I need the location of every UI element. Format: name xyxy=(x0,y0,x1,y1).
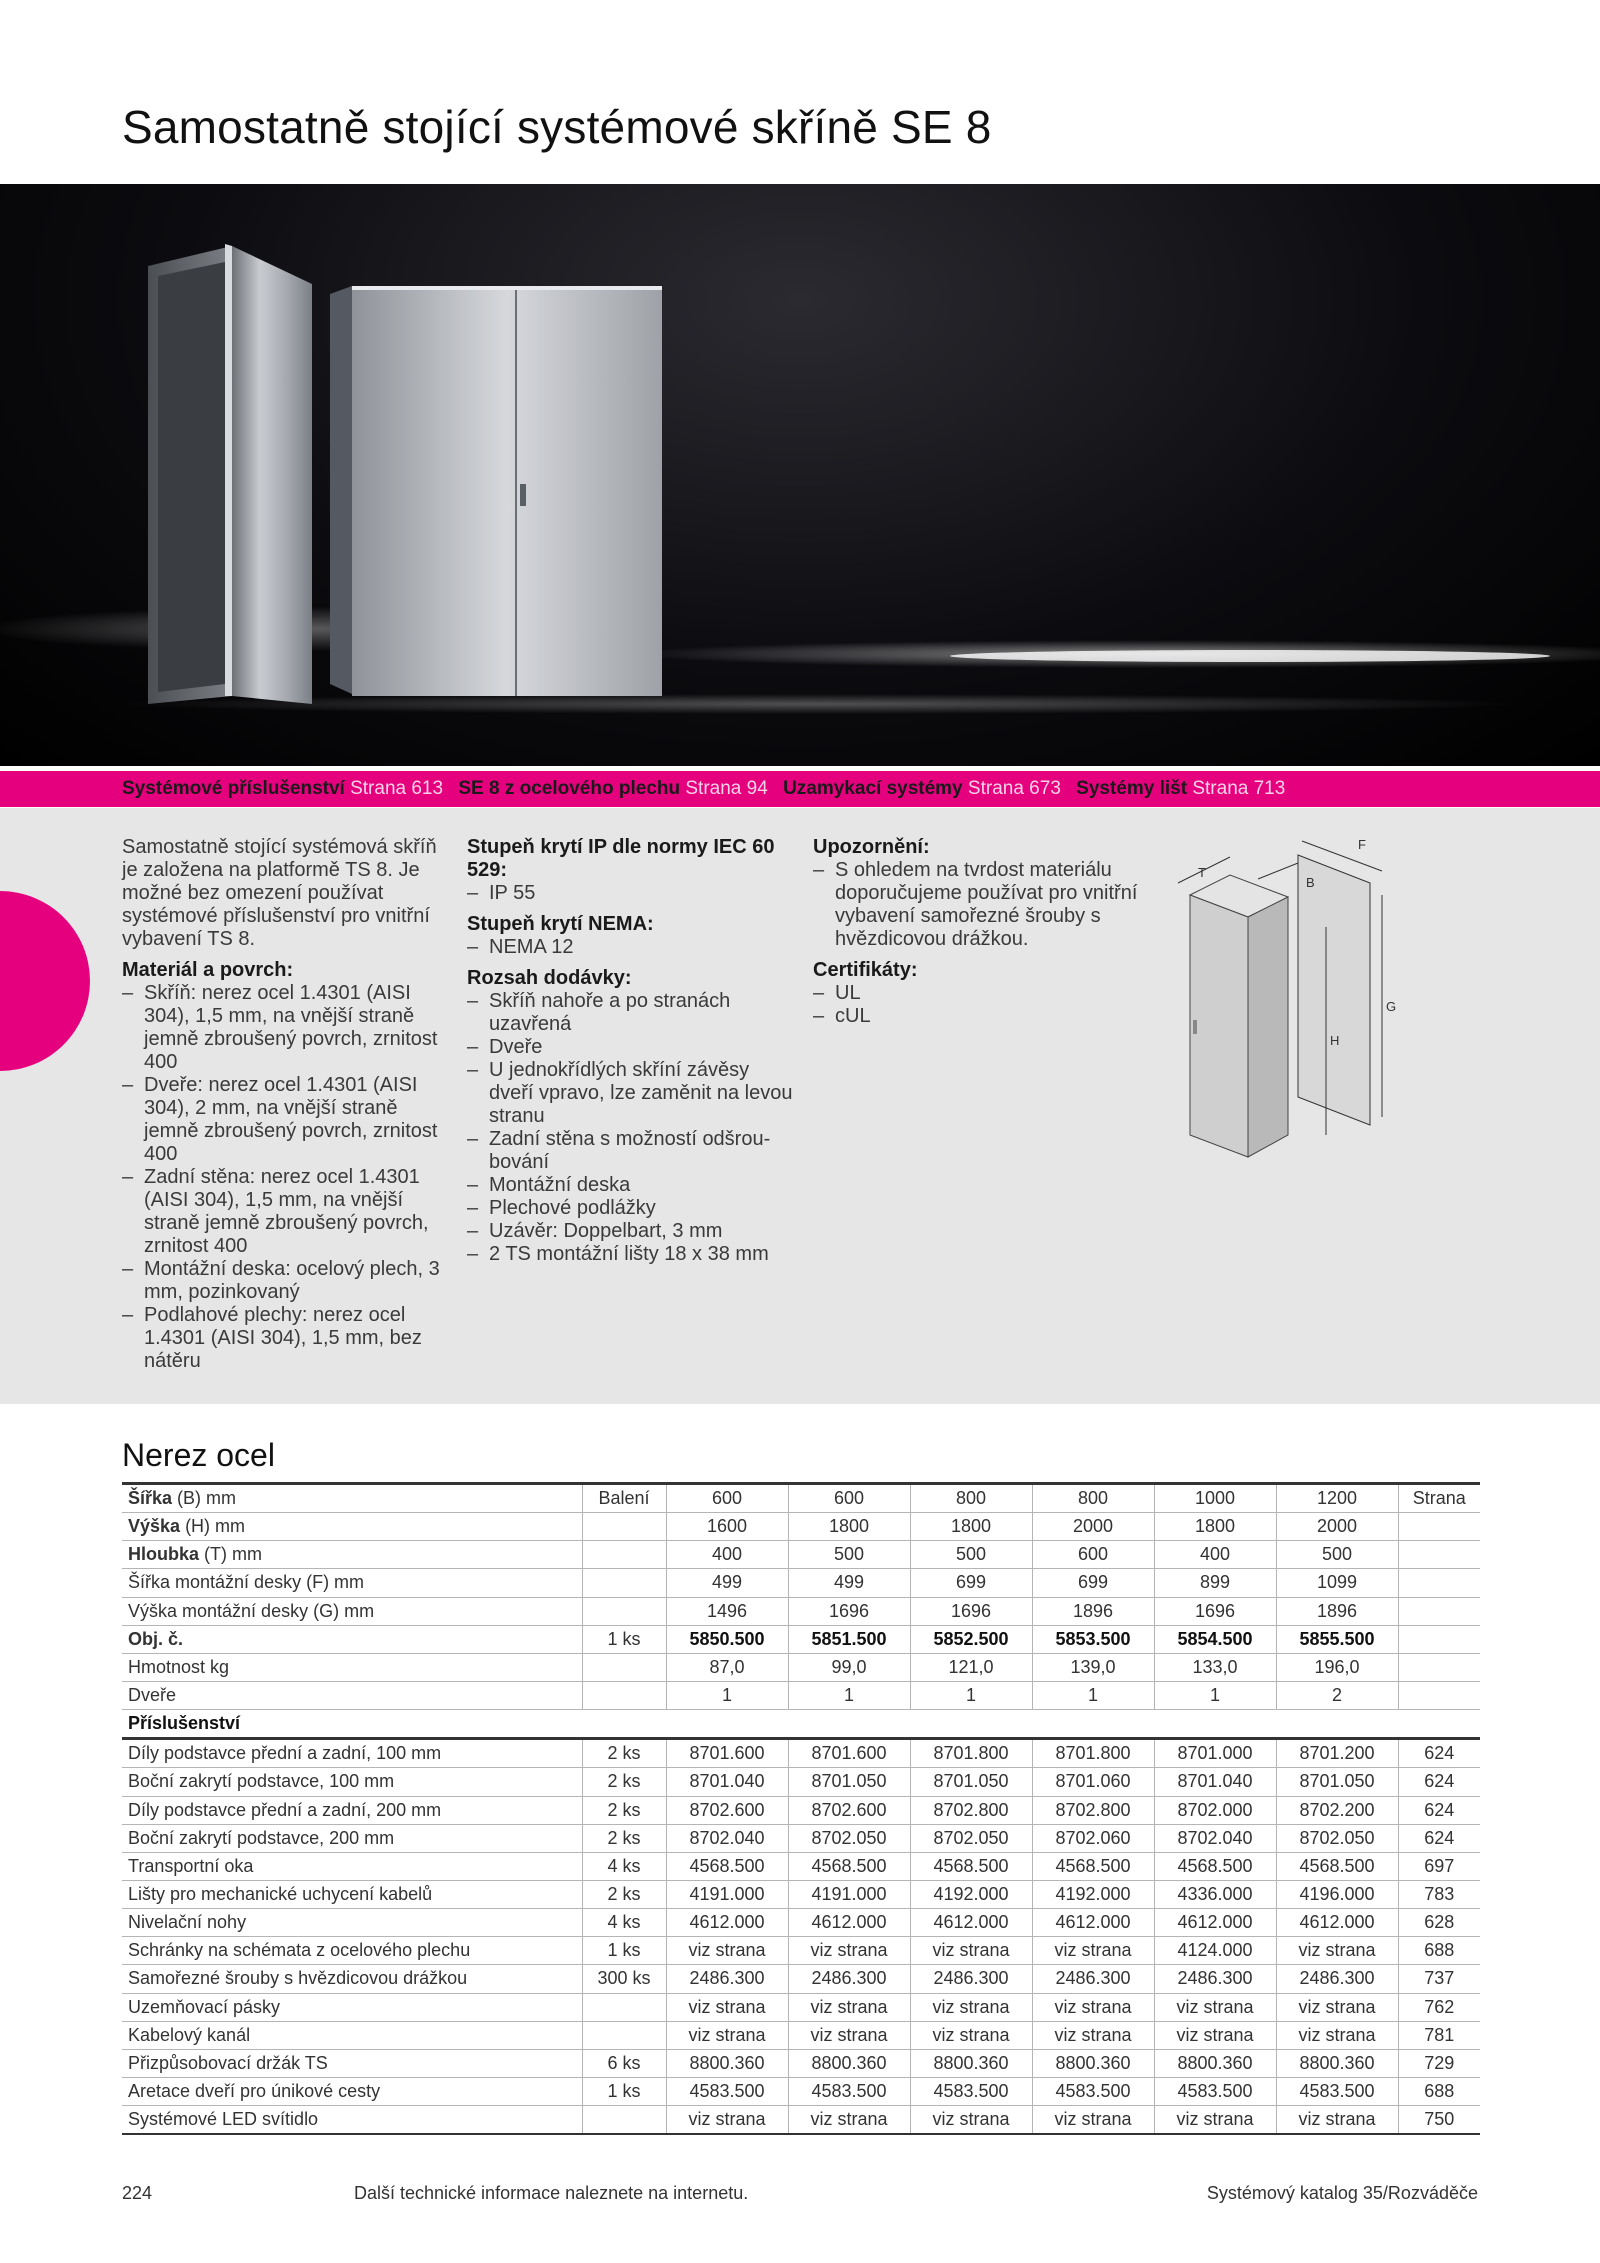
ref-link-label[interactable]: Uzamykací systémy xyxy=(783,778,963,799)
value-cell: 5855.500 xyxy=(1276,1625,1398,1653)
value-cell: 139,0 xyxy=(1032,1653,1154,1681)
list-item: – Montážní deska xyxy=(467,1174,797,1197)
value-cell: viz strana xyxy=(910,1993,1032,2021)
list-item: – NEMA 12 xyxy=(467,936,797,959)
page-cell xyxy=(1398,1513,1480,1541)
value-cell: viz strana xyxy=(1276,2021,1398,2049)
pack-cell xyxy=(582,2106,666,2135)
value-cell: 8800.360 xyxy=(666,2049,788,2077)
value-cell: 5852.500 xyxy=(910,1625,1032,1653)
value-cell: 8701.200 xyxy=(1276,1739,1398,1768)
value-cell: 5854.500 xyxy=(1154,1625,1276,1653)
value-cell: 121,0 xyxy=(910,1653,1032,1681)
accessories-heading: Příslušenství xyxy=(122,1710,1480,1739)
value-cell: 4612.000 xyxy=(1276,1909,1398,1937)
accessory-label: Systémové LED svítidlo xyxy=(122,2106,582,2135)
nema-heading: Stupeň krytí NEMA: xyxy=(467,913,654,935)
product-table xyxy=(122,1482,1480,2135)
accessory-label: Díly podstavce přední a zadní, 200 mm xyxy=(122,1796,582,1824)
page-cell: 688 xyxy=(1398,2077,1480,2105)
section-title: Nerez ocel xyxy=(122,1437,275,1473)
value-cell: 1 xyxy=(666,1681,788,1709)
value-cell: 699 xyxy=(1032,1569,1154,1597)
value-cell: 1 xyxy=(1032,1681,1154,1709)
height-label: H xyxy=(1330,1033,1340,1048)
row-label xyxy=(122,1569,582,1597)
list-item: – Dveře xyxy=(467,1036,797,1059)
value-cell: 8800.360 xyxy=(1154,2049,1276,2077)
value-cell: 8702.800 xyxy=(910,1796,1032,1824)
list-item: – UL xyxy=(813,982,1143,1005)
value-cell: viz strana xyxy=(1154,2106,1276,2135)
ref-page: Strana 94 xyxy=(685,778,768,799)
page-cell: 624 xyxy=(1398,1739,1480,1768)
value-cell: 2486.300 xyxy=(788,1965,910,1993)
value-cell: 4583.500 xyxy=(788,2077,910,2105)
row-label xyxy=(122,1653,582,1681)
value-cell: 4192.000 xyxy=(1032,1880,1154,1908)
value-cell: 8701.040 xyxy=(1154,1768,1276,1796)
value-cell: 1696 xyxy=(1154,1597,1276,1625)
value-cell: viz strana xyxy=(910,1937,1032,1965)
row-label-text: (B) mm xyxy=(172,1488,237,1509)
page-number: 224 xyxy=(122,2183,153,2203)
ref-link-label[interactable]: SE 8 z ocelového plechu xyxy=(458,778,681,799)
accessory-row xyxy=(122,1880,1480,1908)
accessory-label: Transportní oka xyxy=(122,1852,582,1880)
description-column-3 xyxy=(813,836,1143,1036)
page-cell: 628 xyxy=(1398,1909,1480,1937)
pack-cell: 2 ks xyxy=(582,1796,666,1824)
value-cell: viz strana xyxy=(1032,1937,1154,1965)
page-cell: 783 xyxy=(1398,1880,1480,1908)
value-cell: 500 xyxy=(910,1541,1032,1569)
value-cell: 4568.500 xyxy=(1032,1852,1154,1880)
accessory-label: Kabelový kanál xyxy=(122,2021,582,2049)
value-cell: 8702.800 xyxy=(1032,1796,1154,1824)
value-cell: 4124.000 xyxy=(1154,1937,1276,1965)
row-label-bold: Výška xyxy=(128,1516,181,1537)
value-cell: 4568.500 xyxy=(1276,1852,1398,1880)
row-label xyxy=(122,1681,582,1709)
value-cell: viz strana xyxy=(666,2021,788,2049)
accessory-label: Schránky na schémata z ocelového plechu xyxy=(122,1937,582,1965)
value-cell: 4583.500 xyxy=(1276,2077,1398,2105)
pack-cell: 1 ks xyxy=(582,1937,666,1965)
ref-link-label[interactable]: Systémové příslušenství xyxy=(122,778,345,799)
pack-cell: 2 ks xyxy=(582,1880,666,1908)
accessories-heading-row xyxy=(122,1710,1480,1739)
pack-cell xyxy=(582,1681,666,1709)
value-cell: 600 xyxy=(1032,1541,1154,1569)
value-cell: 4192.000 xyxy=(910,1880,1032,1908)
value-cell: 500 xyxy=(1276,1541,1398,1569)
value-cell: 1099 xyxy=(1276,1569,1398,1597)
page-cell: 729 xyxy=(1398,2049,1480,2077)
value-cell: 4583.500 xyxy=(1032,2077,1154,2105)
value-cell: 8800.360 xyxy=(910,2049,1032,2077)
pack-cell: 1 ks xyxy=(582,1625,666,1653)
value-cell: 8702.060 xyxy=(1032,1824,1154,1852)
value-cell: 500 xyxy=(788,1541,910,1569)
value-cell: 5850.500 xyxy=(666,1625,788,1653)
value-cell: 899 xyxy=(1154,1569,1276,1597)
pack-cell xyxy=(582,2021,666,2049)
value-cell: viz strana xyxy=(1032,1993,1154,2021)
value-cell: 1 xyxy=(788,1681,910,1709)
description-column-1 xyxy=(122,836,452,1381)
page-cell: 624 xyxy=(1398,1796,1480,1824)
value-cell: 196,0 xyxy=(1276,1653,1398,1681)
value-cell: 4583.500 xyxy=(666,2077,788,2105)
value-cell: viz strana xyxy=(788,1993,910,2021)
spec-row xyxy=(122,1681,1480,1709)
spec-row xyxy=(122,1513,1480,1541)
value-cell: 2000 xyxy=(1032,1513,1154,1541)
value-cell: 1800 xyxy=(1154,1513,1276,1541)
value-cell: 800 xyxy=(910,1484,1032,1513)
description-column-2 xyxy=(467,836,797,1274)
ip-heading: Stupeň krytí IP dle normy IEC 60 529: xyxy=(467,836,775,881)
value-cell: 4196.000 xyxy=(1276,1880,1398,1908)
page-cell: 624 xyxy=(1398,1824,1480,1852)
pack-cell xyxy=(582,1597,666,1625)
spec-row xyxy=(122,1484,1480,1513)
value-cell: viz strana xyxy=(666,1937,788,1965)
value-cell: 8702.000 xyxy=(1154,1796,1276,1824)
pack-cell: Balení xyxy=(582,1484,666,1513)
value-cell: 4568.500 xyxy=(1154,1852,1276,1880)
pack-cell xyxy=(582,1569,666,1597)
row-label xyxy=(122,1513,582,1541)
page-cell: 624 xyxy=(1398,1768,1480,1796)
value-cell: 8701.600 xyxy=(788,1739,910,1768)
accessory-label: Aretace dveří pro únikové cesty xyxy=(122,2077,582,2105)
ref-link-label[interactable]: Systémy lišt xyxy=(1076,778,1188,799)
pack-cell: 300 ks xyxy=(582,1965,666,1993)
page-cell: 697 xyxy=(1398,1852,1480,1880)
page-cell: 762 xyxy=(1398,1993,1480,2021)
value-cell: viz strana xyxy=(910,2106,1032,2135)
intro-text: Samostatně stojící systémová skříň je založena na platformě TS 8. Je možné bez omezení používat systémové příslušenství pro vnitřní vybavení TS 8. xyxy=(122,836,437,950)
value-cell: 1 xyxy=(1154,1681,1276,1709)
product-photo xyxy=(0,184,1600,766)
ref-page: Strana 713 xyxy=(1192,778,1286,799)
value-cell: 8701.000 xyxy=(1154,1739,1276,1768)
value-cell: 4568.500 xyxy=(666,1852,788,1880)
accessory-row xyxy=(122,1993,1480,2021)
depth-label: T xyxy=(1198,865,1206,880)
row-label-bold: Šířka xyxy=(128,1488,173,1509)
accessory-label: Přizpůsobovací držák TS xyxy=(122,2049,582,2077)
value-cell: 1696 xyxy=(910,1597,1032,1625)
row-label xyxy=(122,1597,582,1625)
value-cell: 8702.200 xyxy=(1276,1796,1398,1824)
accessory-row xyxy=(122,2049,1480,2077)
value-cell: 1200 xyxy=(1276,1484,1398,1513)
value-cell: 1800 xyxy=(910,1513,1032,1541)
pack-cell xyxy=(582,1541,666,1569)
value-cell: 8701.050 xyxy=(788,1768,910,1796)
accessory-label: Boční zakrytí podstavce, 200 mm xyxy=(122,1824,582,1852)
accessory-row xyxy=(122,1768,1480,1796)
list-item: – IP 55 xyxy=(467,882,797,905)
value-cell: 8702.040 xyxy=(666,1824,788,1852)
footer-note: Další technické informace naleznete na internetu. xyxy=(354,2183,749,2203)
value-cell: 1896 xyxy=(1276,1597,1398,1625)
value-cell: 4612.000 xyxy=(788,1909,910,1937)
value-cell: viz strana xyxy=(666,2106,788,2135)
accessory-row xyxy=(122,1739,1480,1768)
value-cell: viz strana xyxy=(910,2021,1032,2049)
accessory-row xyxy=(122,1965,1480,1993)
accessory-row xyxy=(122,1824,1480,1852)
value-cell: 2486.300 xyxy=(910,1965,1032,1993)
value-cell: viz strana xyxy=(1154,2021,1276,2049)
value-cell: 133,0 xyxy=(1154,1653,1276,1681)
value-cell: 4583.500 xyxy=(1154,2077,1276,2105)
value-cell: viz strana xyxy=(1276,1993,1398,2021)
list-item: – Plechové podlážky xyxy=(467,1197,797,1220)
list-item: – 2 TS montážní lišty 18 x 38 mm xyxy=(467,1243,797,1266)
value-cell: 8701.050 xyxy=(1276,1768,1398,1796)
value-cell: 8702.050 xyxy=(910,1824,1032,1852)
accessory-row xyxy=(122,1852,1480,1880)
value-cell: 4612.000 xyxy=(910,1909,1032,1937)
value-cell: 8702.600 xyxy=(788,1796,910,1824)
value-cell: 499 xyxy=(666,1569,788,1597)
value-cell: 4612.000 xyxy=(1032,1909,1154,1937)
value-cell: 4336.000 xyxy=(1154,1880,1276,1908)
value-cell: 4191.000 xyxy=(788,1880,910,1908)
pack-cell xyxy=(582,1653,666,1681)
list-item: – S ohledem na tvrdost materiálu doporučujeme používat pro vnitřní vybavení samořezné šrouby s hvězdicovou drážkou. xyxy=(813,859,1143,951)
accessory-row xyxy=(122,2077,1480,2105)
value-cell: 1496 xyxy=(666,1597,788,1625)
value-cell: viz strana xyxy=(1154,1993,1276,2021)
value-cell: 2486.300 xyxy=(1032,1965,1154,1993)
pack-cell xyxy=(582,1993,666,2021)
value-cell: 2486.300 xyxy=(1276,1965,1398,1993)
value-cell: 87,0 xyxy=(666,1653,788,1681)
value-cell: viz strana xyxy=(1032,2021,1154,2049)
value-cell: 8701.800 xyxy=(910,1739,1032,1768)
value-cell: 2000 xyxy=(1276,1513,1398,1541)
value-cell: 4612.000 xyxy=(666,1909,788,1937)
scope-list xyxy=(467,990,797,1266)
value-cell: 8702.050 xyxy=(788,1824,910,1852)
value-cell: 400 xyxy=(1154,1541,1276,1569)
page-cell: 688 xyxy=(1398,1937,1480,1965)
value-cell: 8701.800 xyxy=(1032,1739,1154,1768)
value-cell: 8800.360 xyxy=(1032,2049,1154,2077)
page-cell xyxy=(1398,1569,1480,1597)
value-cell: viz strana xyxy=(1276,2106,1398,2135)
pack-cell: 2 ks xyxy=(582,1768,666,1796)
width-label: B xyxy=(1306,875,1315,890)
value-cell: 4568.500 xyxy=(910,1852,1032,1880)
page-cell xyxy=(1398,1653,1480,1681)
value-cell: 8701.060 xyxy=(1032,1768,1154,1796)
spec-row xyxy=(122,1569,1480,1597)
page-cell: 737 xyxy=(1398,1965,1480,1993)
list-item: – Skříň nahoře a po stranách uzavřená xyxy=(467,990,797,1036)
row-label-text: Šířka montážní desky (F) mm xyxy=(128,1572,365,1593)
accessory-row xyxy=(122,1909,1480,1937)
row-label xyxy=(122,1625,582,1653)
value-cell: 1600 xyxy=(666,1513,788,1541)
value-cell: 8702.600 xyxy=(666,1796,788,1824)
accessory-row xyxy=(122,2021,1480,2049)
accessory-label: Samořezné šrouby s hvězdicovou drážkou xyxy=(122,1965,582,1993)
accessory-label: Uzemňovací pásky xyxy=(122,1993,582,2021)
value-cell: 4191.000 xyxy=(666,1880,788,1908)
value-cell: 699 xyxy=(910,1569,1032,1597)
value-cell: 2 xyxy=(1276,1681,1398,1709)
accessory-row xyxy=(122,1796,1480,1824)
page-cell: Strana xyxy=(1398,1484,1480,1513)
list-item: – Podlahové plechy: nerez ocel 1.4301 (AISI 304), 1,5 mm, bez nátěru xyxy=(122,1304,452,1373)
page-cell: 750 xyxy=(1398,2106,1480,2135)
value-cell: viz strana xyxy=(788,1937,910,1965)
list-item: – Dveře: nerez ocel 1.4301 (AISI 304), 2 mm, na vnější straně jemně zbroušený povrch, zrnitost 400 xyxy=(122,1074,452,1166)
accessory-row xyxy=(122,2106,1480,2135)
list-item: – cUL xyxy=(813,1005,1143,1028)
value-cell: 1896 xyxy=(1032,1597,1154,1625)
row-label xyxy=(122,1484,582,1513)
list-item: – U jednokřídlých skříní závěsy dveří vpravo, lze zaměnit na levou stranu xyxy=(467,1059,797,1128)
value-cell: 8800.360 xyxy=(788,2049,910,2077)
ref-page: Strana 673 xyxy=(967,778,1061,799)
value-cell: 4583.500 xyxy=(910,2077,1032,2105)
notice-heading: Upozornění: xyxy=(813,836,930,858)
page-cell xyxy=(1398,1625,1480,1653)
value-cell: 8800.360 xyxy=(1276,2049,1398,2077)
spec-row xyxy=(122,1541,1480,1569)
spec-row xyxy=(122,1597,1480,1625)
list-item: – Zadní stěna s možností odšrou-bování xyxy=(467,1128,797,1174)
value-cell: 1000 xyxy=(1154,1484,1276,1513)
value-cell: 4568.500 xyxy=(788,1852,910,1880)
pack-cell: 2 ks xyxy=(582,1824,666,1852)
material-list xyxy=(122,982,452,1373)
row-label xyxy=(122,1541,582,1569)
plate-height-label: G xyxy=(1386,999,1397,1014)
plate-width-label: F xyxy=(1358,837,1366,852)
page-cell xyxy=(1398,1541,1480,1569)
list-item: – Montážní deska: ocelový plech, 3 mm, pozinkovaný xyxy=(122,1258,452,1304)
value-cell: 8702.040 xyxy=(1154,1824,1276,1852)
accessory-label: Boční zakrytí podstavce, 100 mm xyxy=(122,1768,582,1796)
page-cell xyxy=(1398,1681,1480,1709)
value-cell: 8701.050 xyxy=(910,1768,1032,1796)
row-label-bold: Hloubka xyxy=(128,1544,200,1565)
accessory-row xyxy=(122,1937,1480,1965)
value-cell: 1800 xyxy=(788,1513,910,1541)
certificates-heading: Certifikáty: xyxy=(813,959,918,981)
value-cell: viz strana xyxy=(1032,2106,1154,2135)
row-label-text: Hmotnost kg xyxy=(128,1656,230,1677)
ref-page: Strana 613 xyxy=(350,778,444,799)
accessory-label: Nivelační nohy xyxy=(122,1909,582,1937)
value-cell: 99,0 xyxy=(788,1653,910,1681)
value-cell: 600 xyxy=(666,1484,788,1513)
footer-catalog: Systémový katalog 35/Rozváděče xyxy=(1206,2183,1478,2203)
list-item: – Skříň: nerez ocel 1.4301 (AISI 304), 1,5 mm, na vnější straně jemně zbroušený povrch, zrnitost 400 xyxy=(122,982,452,1074)
pack-cell xyxy=(582,1513,666,1541)
material-heading: Materiál a povrch: xyxy=(122,959,294,981)
spec-row xyxy=(122,1625,1480,1653)
row-label-text: (T) mm xyxy=(199,1544,262,1565)
value-cell: 8701.600 xyxy=(666,1739,788,1768)
value-cell: viz strana xyxy=(788,2021,910,2049)
scope-heading: Rozsah dodávky: xyxy=(467,967,632,989)
page-cell xyxy=(1398,1597,1480,1625)
list-item: – Zadní stěna: nerez ocel 1.4301 (AISI 304), 1,5 mm, na vnější straně jemně zbroušený povrch, zrnitost 400 xyxy=(122,1166,452,1258)
pack-cell: 4 ks xyxy=(582,1852,666,1880)
value-cell: 800 xyxy=(1032,1484,1154,1513)
accessory-label: Lišty pro mechanické uchycení kabelů xyxy=(122,1880,582,1908)
value-cell: 2486.300 xyxy=(1154,1965,1276,1993)
list-item: – Uzávěr: Doppelbart, 3 mm xyxy=(467,1220,797,1243)
row-label-text: Výška montážní desky (G) mm xyxy=(128,1600,375,1621)
value-cell: 5853.500 xyxy=(1032,1625,1154,1653)
value-cell: 600 xyxy=(788,1484,910,1513)
value-cell: viz strana xyxy=(788,2106,910,2135)
pack-cell: 1 ks xyxy=(582,2077,666,2105)
value-cell: 1696 xyxy=(788,1597,910,1625)
value-cell: 1 xyxy=(910,1681,1032,1709)
value-cell: viz strana xyxy=(666,1993,788,2021)
value-cell: 8702.050 xyxy=(1276,1824,1398,1852)
value-cell: 400 xyxy=(666,1541,788,1569)
value-cell: 5851.500 xyxy=(788,1625,910,1653)
pack-cell: 4 ks xyxy=(582,1909,666,1937)
row-label-bold: Obj. č. xyxy=(128,1628,184,1649)
spec-row xyxy=(122,1653,1480,1681)
value-cell: 499 xyxy=(788,1569,910,1597)
row-label-text: (H) mm xyxy=(180,1516,246,1537)
dimension-diagram xyxy=(1150,835,1430,1180)
value-cell: 2486.300 xyxy=(666,1965,788,1993)
value-cell: 8701.040 xyxy=(666,1768,788,1796)
cross-reference-bar xyxy=(0,771,1600,807)
value-cell: viz strana xyxy=(1276,1937,1398,1965)
page-title: Samostatně stojící systémové skříně SE 8 xyxy=(122,101,992,153)
accessory-label: Díly podstavce přední a zadní, 100 mm xyxy=(122,1739,582,1768)
pack-cell: 2 ks xyxy=(582,1739,666,1768)
pack-cell: 6 ks xyxy=(582,2049,666,2077)
value-cell: 4612.000 xyxy=(1154,1909,1276,1937)
row-label-text: Dveře xyxy=(128,1685,177,1706)
page-cell: 781 xyxy=(1398,2021,1480,2049)
